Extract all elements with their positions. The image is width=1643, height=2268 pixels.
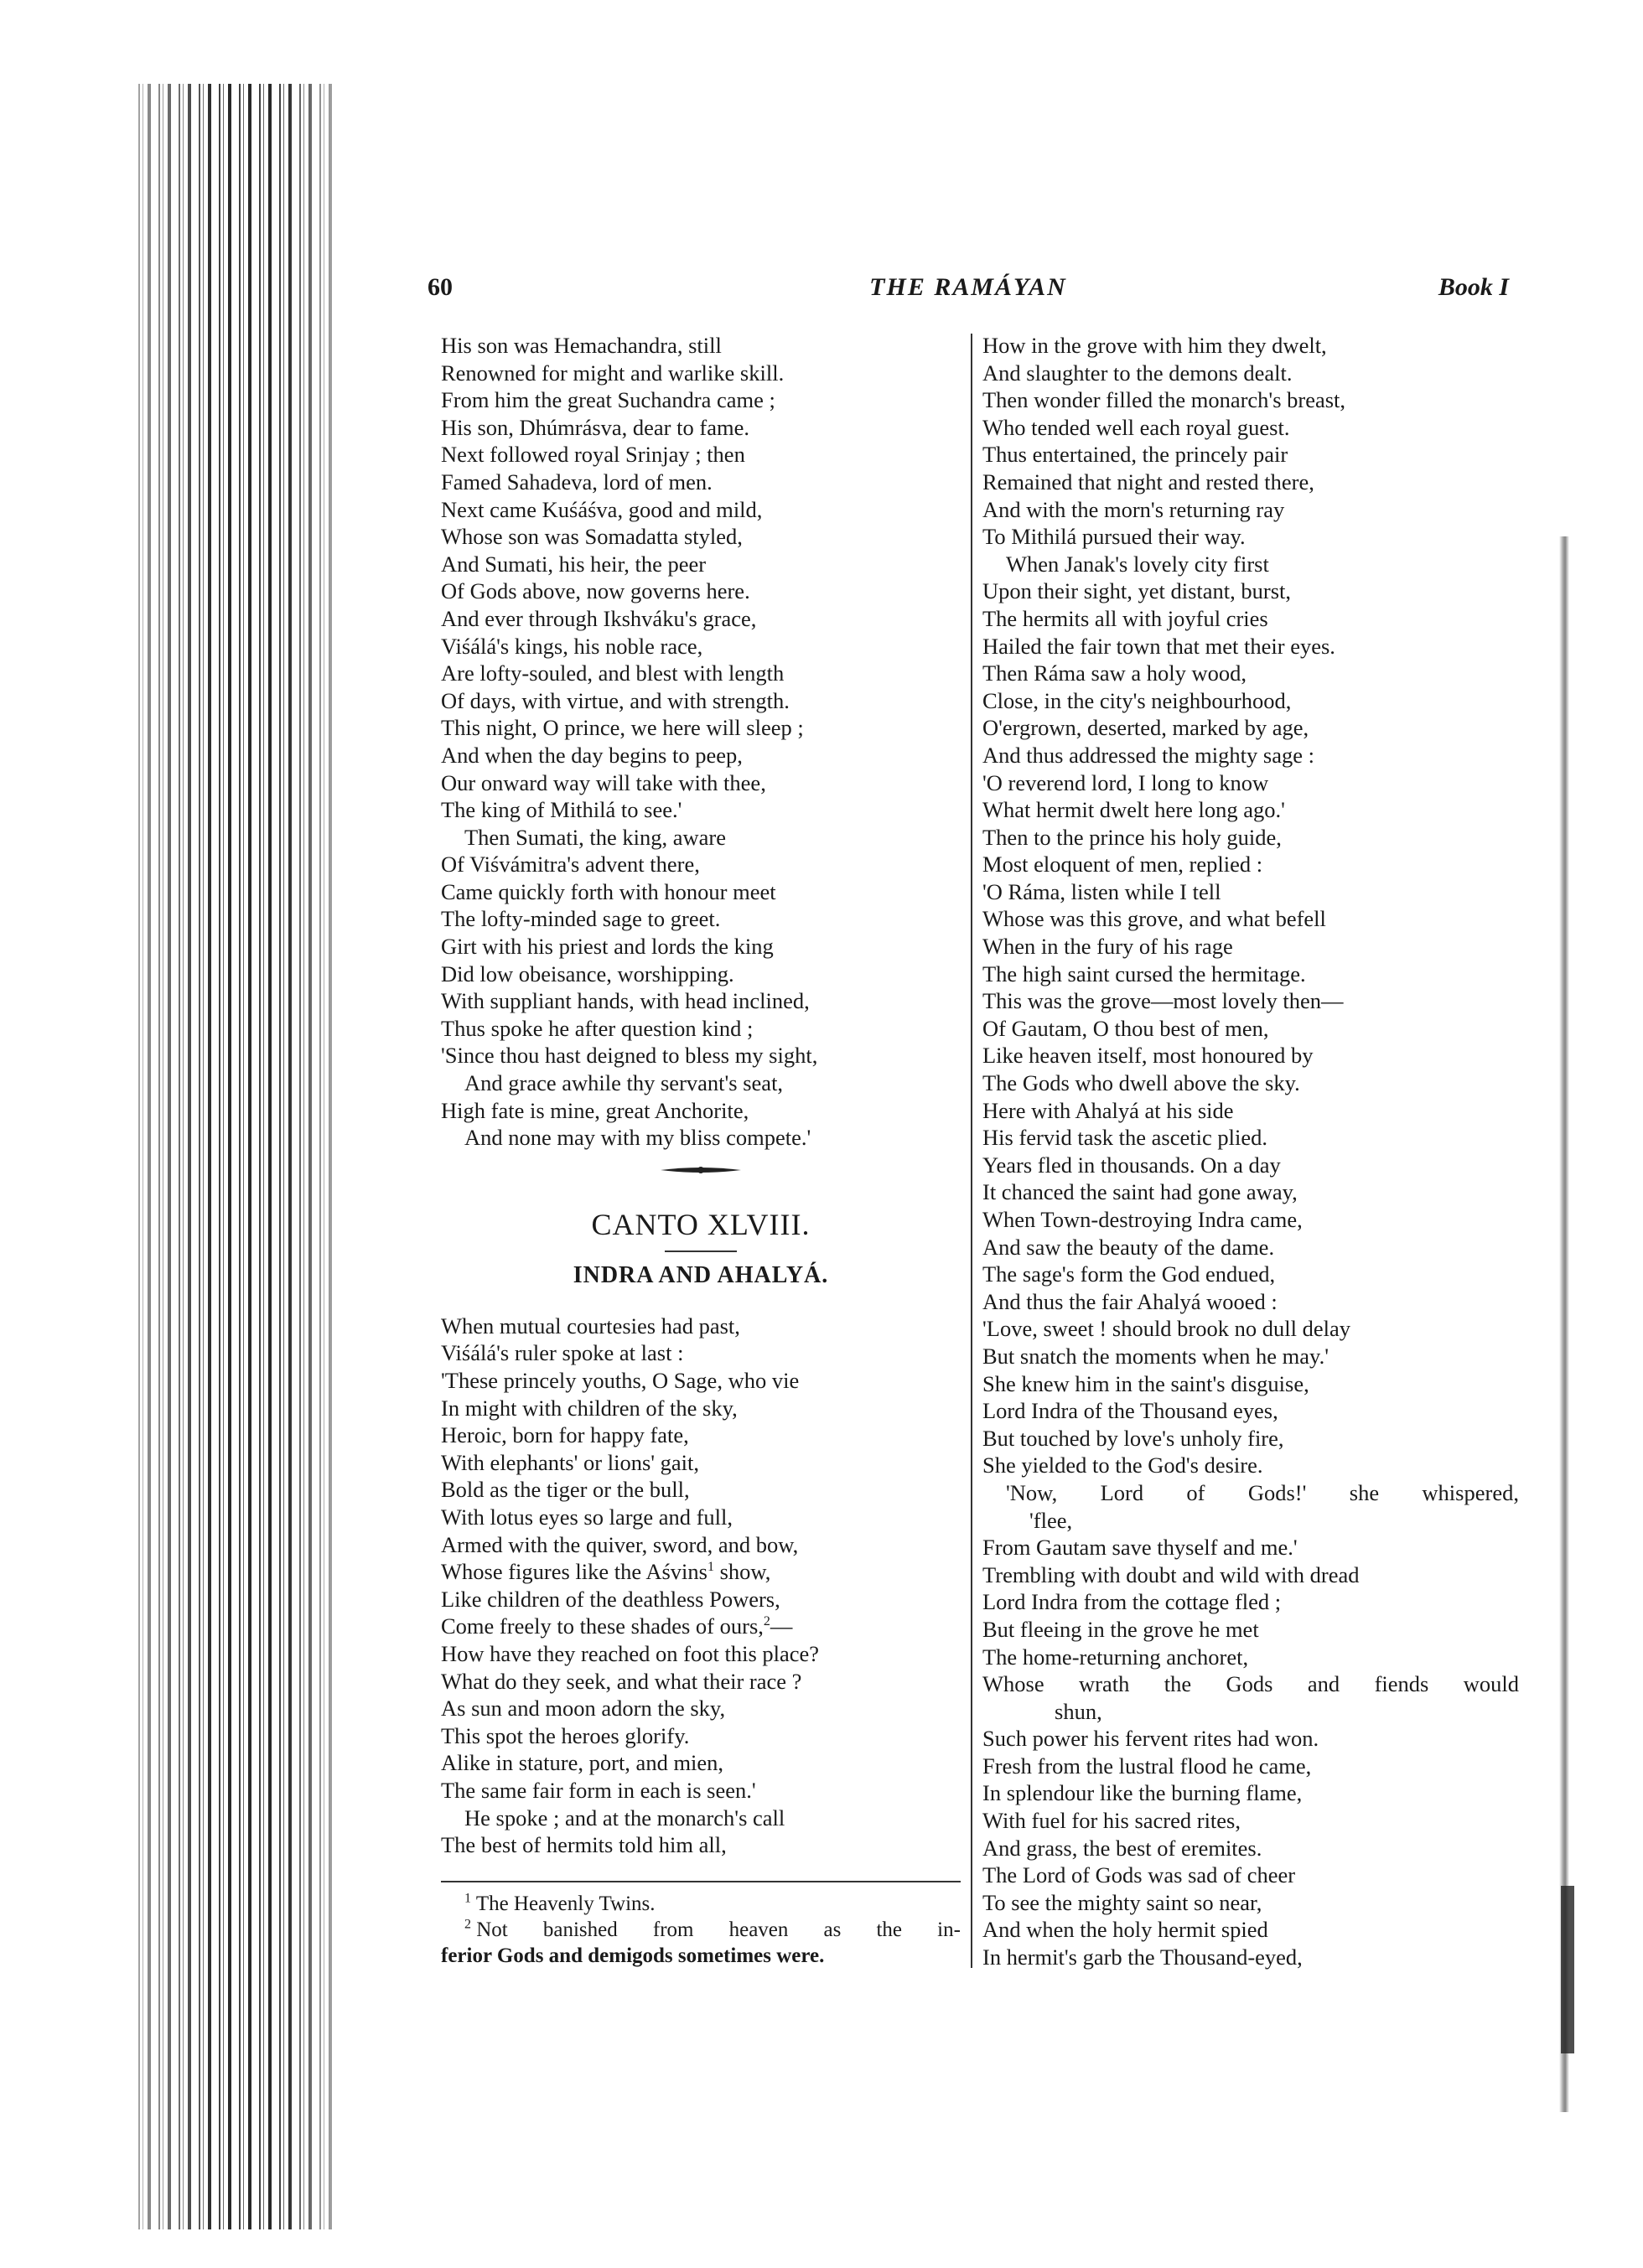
footnote-2-line-2: ferior Gods and demigods sometimes were. [441, 1944, 825, 1967]
verse-line: Of Viśvámitra's advent there, [441, 852, 700, 878]
verse-line: 'O Ráma, listen while I tell [982, 878, 1221, 904]
verse-line: Like heaven itself, most honoured by [982, 1043, 1314, 1069]
verse-line: And with the morn's returning ray [982, 496, 1285, 522]
verse-line: When Town-destroying Indra came, [982, 1207, 1303, 1232]
scanned-page-edge-right [1559, 536, 1569, 2112]
verse-line: The best of hermits told him all, [441, 1832, 727, 1858]
verse-word: Lord [1100, 1479, 1144, 1505]
verse-line: And saw the beauty of the dame. [982, 1234, 1275, 1260]
verse-line: The home-returning anchoret, [982, 1644, 1249, 1670]
footnote-word: the [876, 1918, 903, 1941]
verse-text: Come freely to these shades of ours, [441, 1613, 764, 1639]
scanned-page-edge-fade [134, 84, 335, 2229]
scanned-page-edge-right-shadow [1561, 1886, 1574, 2053]
verse-word: of [1186, 1479, 1205, 1505]
verse-line: Of days, with virtue, and with strength. [441, 687, 790, 713]
verse-line: And when the day begins to peep, [441, 742, 743, 768]
verse-word: the [1164, 1671, 1192, 1697]
verse-line: Close, in the city's neighbourhood, [982, 687, 1292, 713]
footnote-text: The Heavenly Twins. [475, 1892, 656, 1915]
footnote-rule [441, 1881, 961, 1882]
verse-line: Then Ráma saw a holy wood, [982, 660, 1247, 686]
footnote-word: heaven [728, 1918, 789, 1941]
verse-line: And grass, the best of eremites. [982, 1835, 1262, 1861]
verse-line: And thus addressed the mighty sage : [982, 742, 1314, 768]
verse-line: The hermits all with joyful cries [982, 605, 1268, 631]
footnotes [441, 1891, 961, 1969]
verse-line: Who tended well each royal guest. [982, 414, 1290, 440]
verse-line-shades [441, 1613, 961, 1640]
verse-line: And ever through Ikshváku's grace, [441, 605, 757, 631]
verse-line: Like children of the deathless Powers, [441, 1586, 780, 1612]
verse-line: This was the grove—most lovely then— [982, 988, 1344, 1014]
footnote-mark: 2 [464, 1917, 471, 1932]
book-label: Book I [1438, 273, 1509, 301]
verse-line: This spot the heroes glorify. [441, 1722, 690, 1748]
verse-line: Girt with his priest and lords the king [441, 934, 774, 960]
footnote-mark: 1 [464, 1891, 471, 1906]
verse-line: And when the holy hermit spied [982, 1917, 1268, 1943]
verse-block-right-three [982, 1534, 1519, 1670]
verse-line: The Lord of Gods was sad of cheer [982, 1862, 1296, 1888]
verse-word: wrath [1079, 1671, 1130, 1697]
verse-line-wrath [982, 1670, 1519, 1698]
verse-line: Thus spoke he after question kind ; [441, 1015, 754, 1041]
verse-line: High fate is mine, great Anchorite, [441, 1097, 749, 1123]
verse-line: When in the fury of his rage [982, 934, 1233, 960]
verse-line-whisper [982, 1479, 1519, 1507]
verse-line: Most eloquent of men, replied : [982, 852, 1263, 878]
verse-line-indented: And grace awhile thy servant's seat, [464, 1070, 784, 1096]
footnote-1 [441, 1891, 961, 1917]
verse-line: She knew him in the saint's disguise, [982, 1370, 1309, 1396]
verse-line: Lord Indra from the cottage fled ; [982, 1589, 1282, 1615]
footnote-word-group [464, 1917, 508, 1943]
verse-block-canto-b [441, 1640, 961, 1805]
verse-line: 'Since thou hast deigned to bless my sight, [441, 1043, 818, 1069]
verse-line-indented: Then Sumati, the king, aware [464, 824, 727, 850]
verse-line: The same fair form in each is seen.' [441, 1777, 756, 1803]
verse-line: And thus the fair Ahalyá wooed : [982, 1288, 1278, 1314]
verse-line: From Gautam save thyself and me.' [982, 1535, 1298, 1561]
verse-word: and [1307, 1671, 1340, 1697]
verse-line: Such power his fervent rites had won. [982, 1726, 1319, 1752]
verse-line: Of Gods above, now governs here. [441, 578, 750, 604]
verse-line: The lofty-minded sage to greet. [441, 906, 721, 932]
verse-line: Thus entertained, the princely pair [982, 442, 1288, 468]
verse-line: Did low obeisance, worshipping. [441, 961, 734, 986]
verse-line: The king of Mithilá to see.' [441, 797, 682, 823]
verse-line: Then to the prince his holy guide, [982, 824, 1282, 850]
verse-line: 'Love, sweet ! should brook no dull delay [982, 1316, 1350, 1342]
verse-line: She yielded to the God's desire. [982, 1452, 1263, 1478]
verse-word: she [1349, 1479, 1380, 1505]
canto-title-rule [665, 1251, 737, 1252]
verse-line-continuation: shun, [1055, 1698, 1102, 1724]
verse-line: Lord Indra of the Thousand eyes, [982, 1398, 1278, 1424]
verse-word: Whose [982, 1671, 1044, 1697]
verse-line: What do they seek, and what their race ? [441, 1668, 802, 1694]
verse-line: Trembling with doubt and wild with dread [982, 1561, 1360, 1587]
canto-subtitle: INDRA AND AHALYÁ. [573, 1261, 829, 1288]
verse-word: Gods [1226, 1671, 1273, 1697]
verse-line: It chanced the saint had gone away, [982, 1179, 1298, 1205]
verse-line-indented: He spoke ; and at the monarch's call [464, 1805, 785, 1830]
footnote-ref-1: 1 [707, 1560, 714, 1575]
verse-line: 'These princely youths, O Sage, who vie [441, 1368, 800, 1393]
verse-line: And Sumati, his heir, the peer [441, 551, 707, 577]
verse-line: How in the grove with him they dwelt, [982, 333, 1327, 358]
footnote-2-line-1 [441, 1917, 961, 1943]
verse-line: Renowned for might and warlike skill. [441, 360, 785, 386]
verse-line: Next came Kuśáśva, good and mild, [441, 496, 763, 522]
verse-line: Then wonder filled the monarch's breast, [982, 387, 1346, 413]
verse-line: But snatch the moments when he may.' [982, 1343, 1329, 1369]
running-title: THE RAMÁYAN [869, 273, 1067, 301]
verse-line: With suppliant hands, with head inclined, [441, 988, 810, 1014]
verse-line: Whose son was Somadatta styled, [441, 524, 743, 550]
footnote-word: in- [937, 1918, 961, 1941]
verse-line: When mutual courtesies had past, [441, 1313, 740, 1339]
verse-line: Viśálá's kings, his noble race, [441, 633, 703, 659]
verse-line: What hermit dwelt here long ago.' [982, 797, 1285, 823]
page-header [428, 273, 1509, 315]
verse-line: 'O reverend lord, I long to know [982, 769, 1269, 795]
verse-word: whispered, [1422, 1479, 1519, 1505]
left-column [441, 332, 961, 1969]
verse-line: Next followed royal Srinjay ; then [441, 442, 745, 468]
verse-line: And slaughter to the demons dealt. [982, 360, 1293, 386]
verse-line: To see the mighty saint so near, [982, 1889, 1262, 1915]
verse-line: In hermit's garb the Thousand-eyed, [982, 1944, 1303, 1970]
verse-line-asvins [441, 1558, 961, 1586]
verse-block-sumati [441, 851, 961, 1069]
verse-line: Hailed the fair town that met their eyes. [982, 633, 1335, 659]
verse-line: Alike in stature, port, and mien, [441, 1750, 724, 1776]
verse-word: fiends [1374, 1671, 1429, 1697]
verse-line: Here with Ahalyá at his side [982, 1097, 1234, 1123]
ornament-rule-icon [659, 1164, 743, 1176]
verse-line: Bold as the tiger or the bull, [441, 1477, 690, 1503]
canto-title: CANTO XLVIII. [591, 1207, 811, 1241]
verse-line: The sage's form the God endued, [982, 1261, 1276, 1287]
footnote-word: banished [542, 1918, 618, 1941]
verse-line: The Gods who dwell above the sky. [982, 1070, 1300, 1096]
verse-line: To Mithilá pursued their way. [982, 524, 1246, 550]
verse-line: Heroic, born for happy fate, [441, 1422, 689, 1448]
verse-word: 'Now, [1006, 1479, 1058, 1505]
verse-line: Years fled in thousands. On a day [982, 1152, 1281, 1178]
verse-word: would [1463, 1671, 1519, 1697]
verse-line: Whose was this grove, and what befell [982, 906, 1326, 932]
verse-line: Upon their sight, yet distant, burst, [982, 578, 1292, 604]
verse-line: With lotus eyes so large and full, [441, 1504, 733, 1530]
verse-line: Remained that night and rested there, [982, 469, 1314, 495]
verse-line: Viśálá's ruler spoke at last : [441, 1340, 684, 1366]
verse-line: Are lofty-souled, and blest with length [441, 660, 785, 686]
verse-line: O'ergrown, deserted, marked by age, [982, 715, 1309, 741]
verse-block-right-four [982, 1725, 1519, 1970]
verse-line-continuation: 'flee, [1029, 1507, 1073, 1533]
footnote-word: as [823, 1918, 842, 1941]
verse-line: But fleeing in the grove he met [982, 1616, 1259, 1642]
verse-line: Armed with the quiver, sword, and bow, [441, 1531, 799, 1557]
verse-line: In splendour like the burning flame, [982, 1780, 1303, 1806]
verse-line: This night, O prince, we here will sleep ; [441, 715, 804, 741]
verse-text: Whose figures like the Aśvins [441, 1559, 707, 1585]
verse-line: In might with children of the sky, [441, 1395, 738, 1421]
verse-line: His son was Hemachandra, still [441, 333, 722, 358]
verse-line: Of Gautam, O thou best of men, [982, 1015, 1269, 1041]
verse-line: How have they reached on foot this place? [441, 1640, 820, 1666]
verse-line-indented: And none may with my bliss compete.' [464, 1125, 811, 1151]
verse-line-indented: When Janak's lovely city first [1006, 551, 1269, 577]
verse-block-right-two [982, 577, 1519, 1479]
section-ornament [441, 1152, 961, 1188]
verse-line: Came quickly forth with honour meet [441, 878, 776, 904]
right-column [982, 332, 1519, 1971]
verse-block-top [441, 332, 961, 824]
verse-line: As sun and moon adorn the sky, [441, 1696, 726, 1722]
verse-line: Our onward way will take with thee, [441, 769, 766, 795]
verse-line: With elephants' or lions' gait, [441, 1449, 700, 1475]
verse-line: The high saint cursed the hermitage. [982, 961, 1306, 986]
page-number: 60 [428, 273, 453, 301]
footnote-word: from [652, 1918, 694, 1941]
footnote-ref-2: 2 [763, 1614, 770, 1629]
verse-line: His son, Dhúmrásva, dear to fame. [441, 414, 749, 440]
verse-block-canto-a [441, 1313, 961, 1558]
column-divider [971, 334, 972, 1968]
verse-text: show, [713, 1559, 771, 1585]
verse-line: Famed Sahadeva, lord of men. [441, 469, 713, 495]
verse-line: From him the great Suchandra came ; [441, 387, 775, 413]
verse-text: — [770, 1613, 793, 1639]
verse-line: With fuel for his sacred rites, [982, 1808, 1241, 1834]
verse-line: Fresh from the lustral flood he came, [982, 1753, 1312, 1779]
footnote-word: Not [476, 1918, 508, 1941]
verse-word: Gods!' [1247, 1479, 1307, 1505]
verse-line: But touched by love's unholy fire, [982, 1425, 1284, 1451]
verse-line: His fervid task the ascetic plied. [982, 1125, 1267, 1151]
verse-block-right-one [982, 332, 1519, 551]
